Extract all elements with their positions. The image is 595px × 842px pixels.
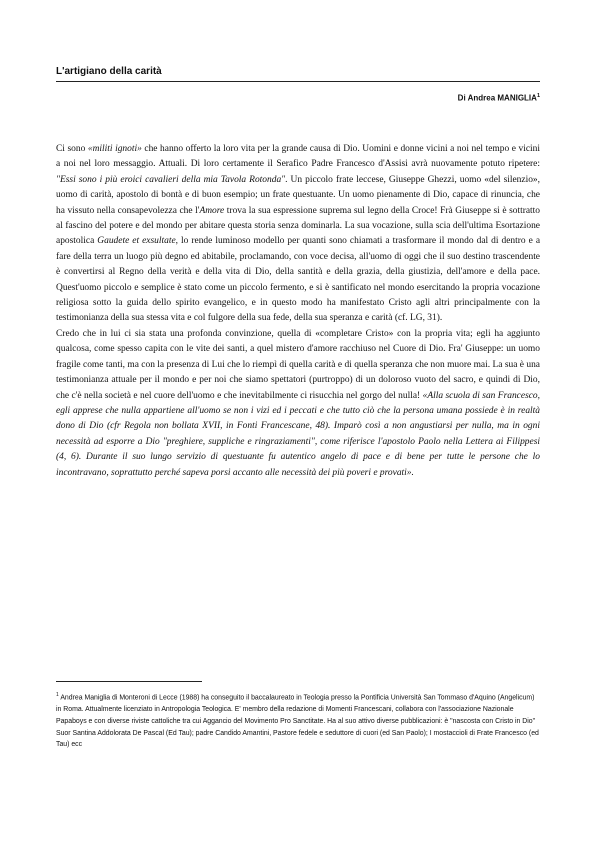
paragraph-1 xyxy=(56,142,540,327)
article-title: L'artigiano della carità xyxy=(56,66,540,82)
author-name: Di Andrea MANIGLIA xyxy=(457,93,537,103)
text-run: trova la sua espressione suprema sul legno della Croce! Frà Giuseppe si è sottratto al fascino del potere e del mondo per abitare questa storia senza dominarla. La sua vocazione, sulla scia dell'ultima Esortazione apostolica xyxy=(56,205,540,247)
author-byline xyxy=(56,93,540,103)
text-run: che hanno offerto la loro vita per la grande causa di Dio. Uomini e donne vicini a noi nel tempo e vicini a noi nel loro messaggio. Attuali. Di loro certamente il Serafico Padre Francesco d'Assisi avrà nuovamente potuto ripetere: xyxy=(56,144,540,170)
footnote-number: 1 xyxy=(56,692,59,698)
text-run: Ci sono xyxy=(56,144,88,154)
text-run: . Un piccolo frate leccese, Giuseppe Ghezzi, uomo «del silenzio», uomo di carità, apostolo di bontà e di buon esempio; un frate questuante. Un uomo pienamente di Dio, capace di rinuncia, che ha vissuto nella consapevolezza che l' xyxy=(56,174,540,216)
footnote-reference[interactable]: 1 xyxy=(536,93,540,99)
text-run: Credo che in lui ci sia stata una profonda convinzione, quella di «completare Cristo» con la propria vita; egli ha aggiunto qualcosa, come spesso capita con le vite dei santi, a quel mistero d'amore racchiuso nel Cuore di Dio. Fra' Giuseppe: un uomo fragile come tanti, ma con la presenza di Lui che lo riempì di quella carità e di quella speranza che non muore mai. La sua è una testimonianza attuale per il mondo e per noi che siamo spettatori (purtroppo) di un doloroso vuoto del sacro, e quindi di Dio, che c'è nella società e nel cuore dell'uomo e che inevitabilmente ci risucchia nel gorgo del nulla! xyxy=(56,328,540,401)
italic-quote: «Alla scuola di san Francesco, egli apprese che nulla appartiene all'uomo se non i vizi ed i peccati e che tutto ciò che la persona umana possiede è in realtà dono di Dio (cfr Regola non bollata XVII, in Fonti Francescane, 48). Imparò così a non angustiarsi per nulla, ma in ogni necessità ad esporre a Dio "preghiere, suppliche e ringraziamenti", come riferisce l'apostolo Paolo nella Lettera ai Filippesi (4, 6). Durante il suo lungo servizio di questuante fu autentico angelo di pace e di bene per tutte le persone che lo incontravano, soprattutto perché sapeva porsi accanto alle necessità dei più poveri e provati». xyxy=(56,390,541,478)
text-run: , lo rende luminoso modello per quanti sono chiamati a trasformare il mondo dal di dentro e a fare della terra un luogo più degno ed abitabile, proclamando, con voce decisa, all'uomo di oggi che il suo destino trascendente è convertirsi al Regno della verità e della vita di Dio, della santità e della grazia, della giustizia, dell'amore e della pace. Quest'uomo piccolo e semplice è stato come un piccolo fermento, e si è santificato nel mondo esercitando la propria vocazione religiosa sotto la guida dello spirito evangelico, e in questo modo ha manifestato Cristo agli altri principalmente con la testimonianza della sua stessa vita e col fulgore della sua fede, della sua speranza e carità (cf. LG, 31). xyxy=(56,236,541,324)
italic-run: «militi ignoti» xyxy=(87,144,142,154)
paragraph-2 xyxy=(56,327,540,481)
italic-run: "Essi sono i più eroici cavalieri della mia Tavola Rotonda" xyxy=(56,174,286,185)
italic-run: Amore xyxy=(199,205,225,216)
italic-run: Gaudete et exsultate xyxy=(97,236,176,247)
footnote-divider xyxy=(56,681,202,682)
footnote-text: Andrea Maniglia di Monteroni di Lecce (1988) ha conseguito il baccalaureato in Teologia presso la Pontificia Università San Tommaso d'Aquino (Angelicum) in Roma. Attualmente licenziato in Antropologia Teologica. E' membro della redazione di Momenti Francescani, collabora con l'associazione Nazionale Papaboys e con diverse riviste cattoliche tra cui Aggancio del Movimento Pro Sanctitate. Ha al suo attivo diverse pubblicazioni: è "nascosta con Cristo in Dio" Suor Santina Addolorata De Pascal (Ed Tau); padre Candido Amantini, Pastore fedele e seduttore di cuori (ed San Paolo); I mostaccioli di Frate Francesco (ed Tau) ecc xyxy=(56,694,539,749)
article-body xyxy=(56,142,540,481)
footnote xyxy=(56,690,540,751)
